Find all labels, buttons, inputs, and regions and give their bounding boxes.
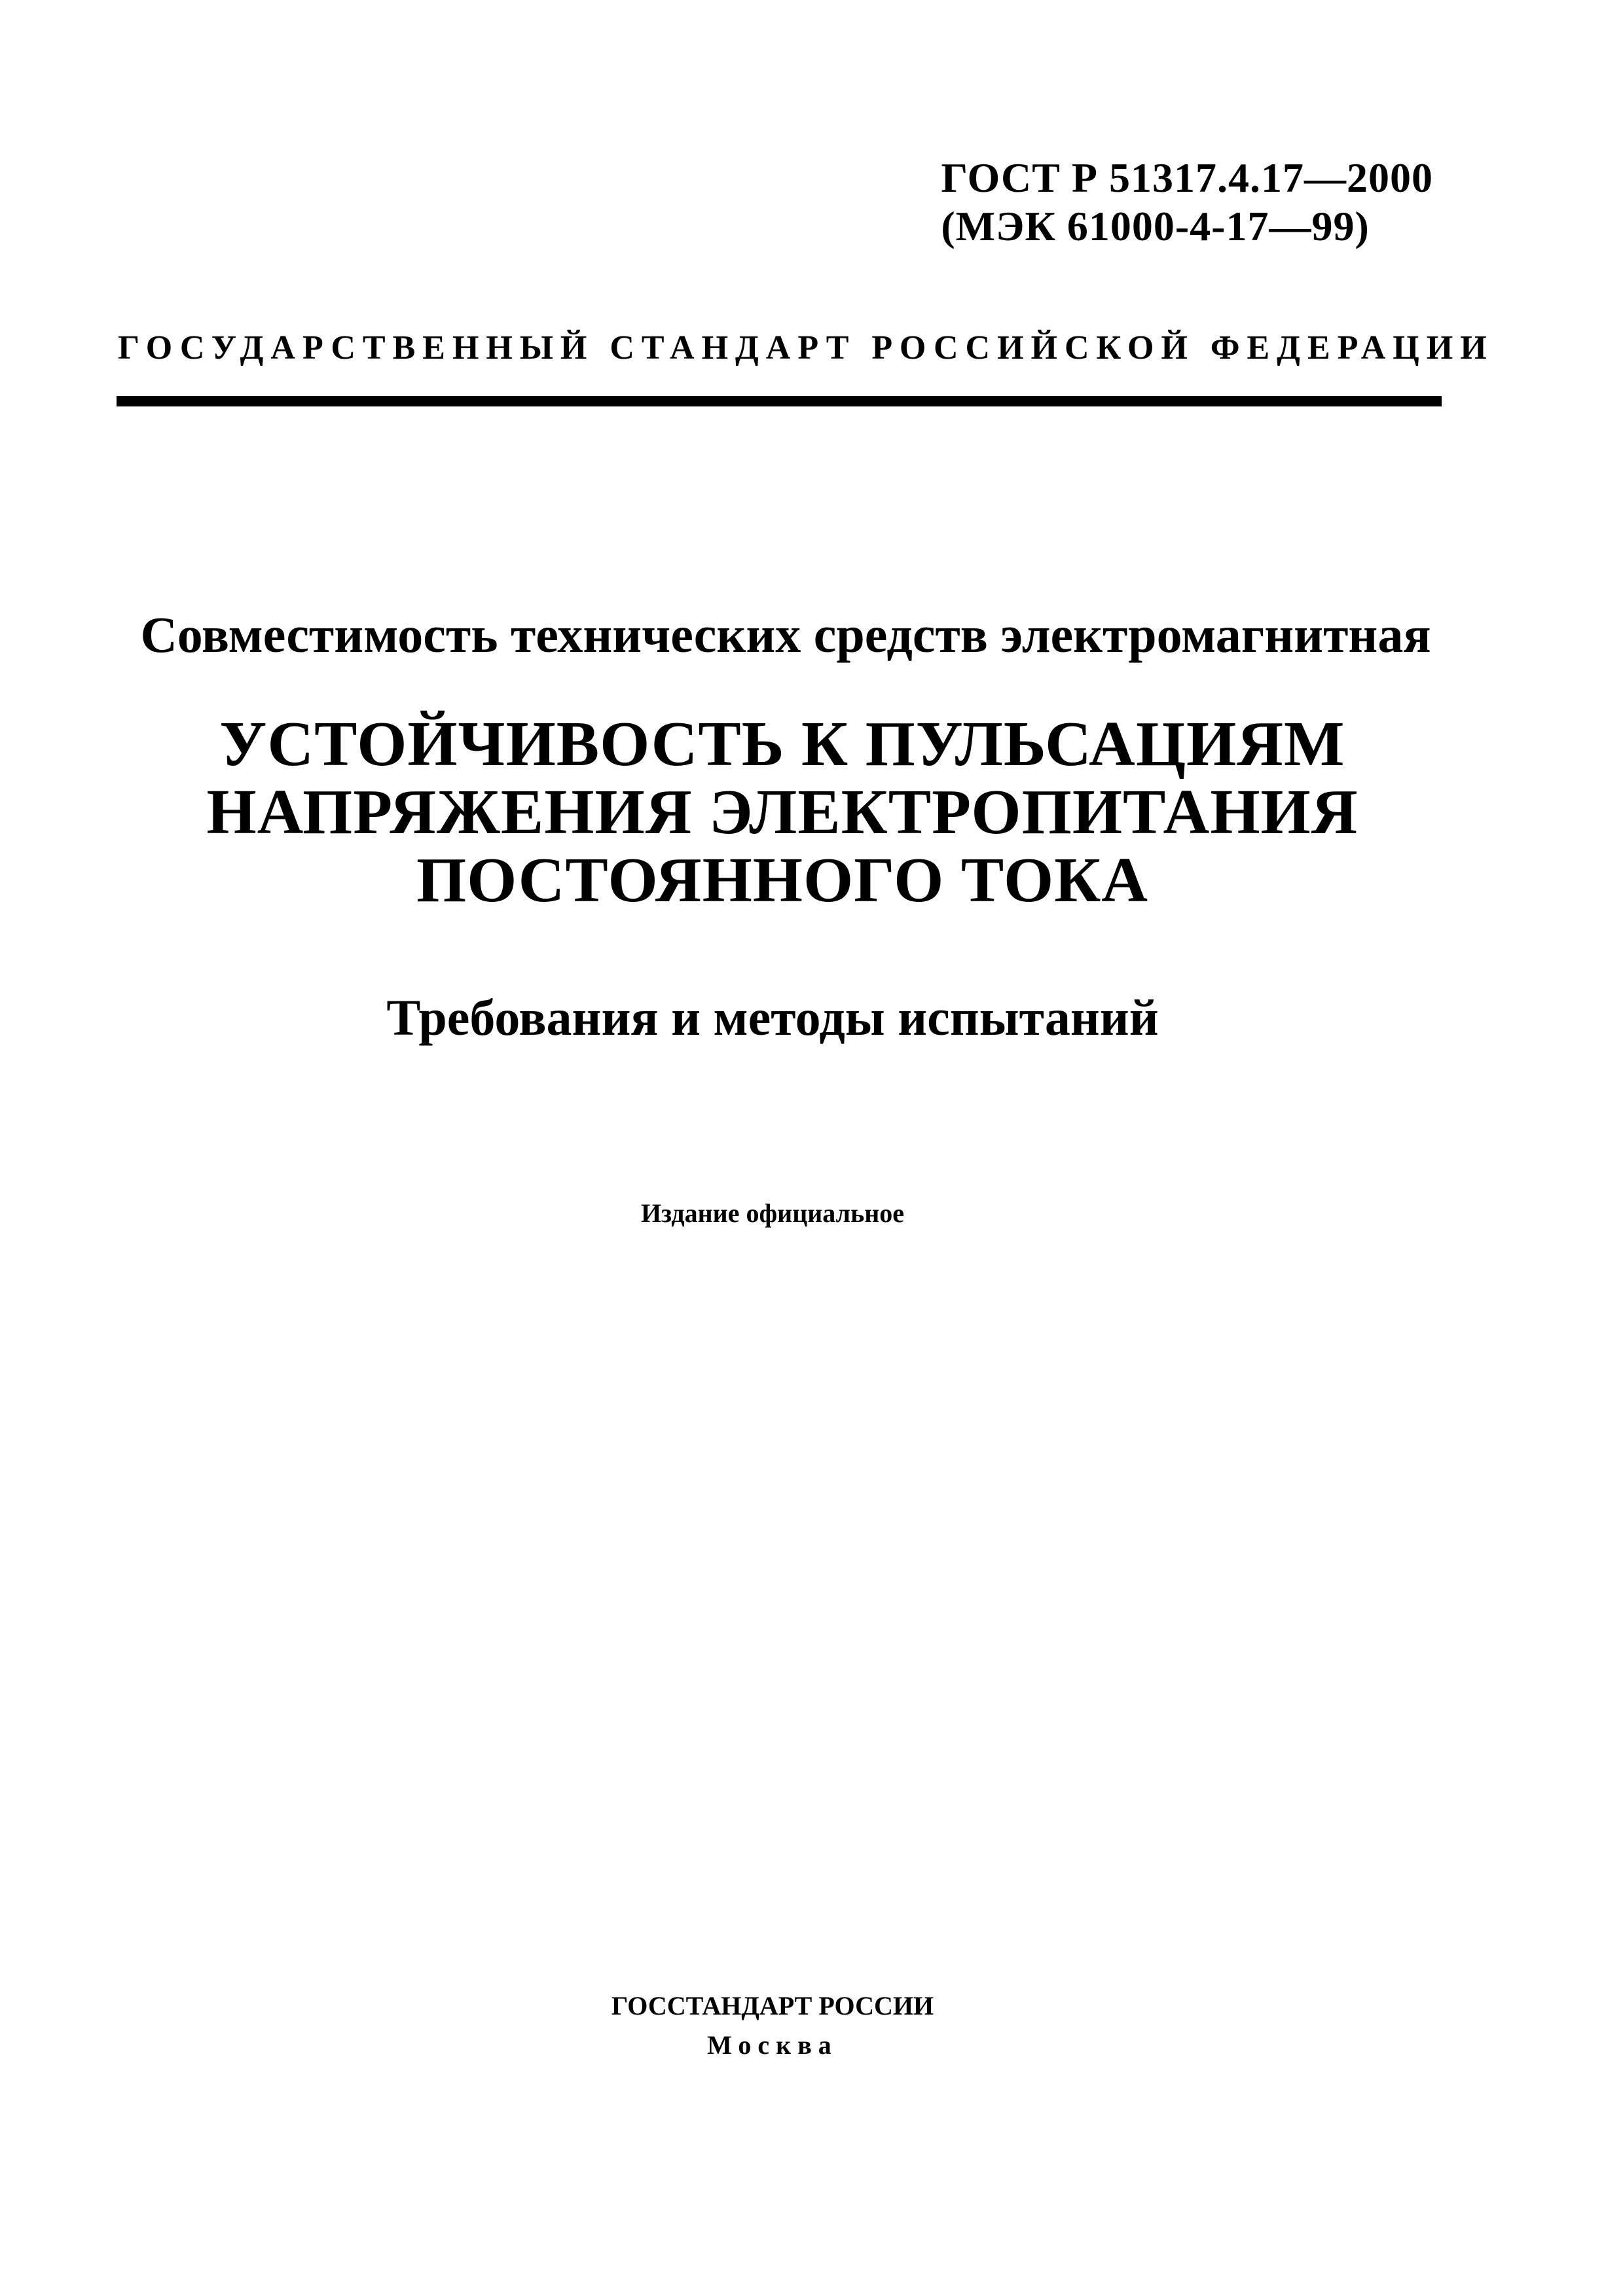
publisher-block xyxy=(0,1986,1545,2065)
document-subject: Совместимость технических средств электромагнитная xyxy=(140,606,1431,663)
state-standard-header: ГОСУДАРСТВЕННЫЙ СТАНДАРТ РОССИЙСКОЙ ФЕДЕРАЦИИ xyxy=(118,329,1494,367)
document-subtitle: Требования и методы испытаний xyxy=(386,989,1159,1046)
standard-designation xyxy=(941,154,1433,251)
publisher-name: ГОССТАНДАРТ РОССИИ xyxy=(611,1991,934,2020)
standard-number: ГОСТ Р 51317.4.17—2000 xyxy=(941,154,1433,201)
main-title-line: ПОСТОЯННОГО ТОКА xyxy=(416,845,1149,916)
iec-equivalent: (МЭК 61000-4-17—99) xyxy=(941,203,1370,249)
publisher-city: Москва xyxy=(707,2030,838,2060)
main-title xyxy=(0,710,1565,914)
header-divider xyxy=(117,396,1442,406)
main-title-line: УСТОЙЧИВОСТЬ К ПУЛЬСАЦИЯМ xyxy=(219,709,1345,780)
main-title-line: НАПРЯЖЕНИЯ ЭЛЕКТРОПИТАНИЯ xyxy=(206,777,1359,848)
edition-note: Издание официальное xyxy=(640,1198,905,1228)
